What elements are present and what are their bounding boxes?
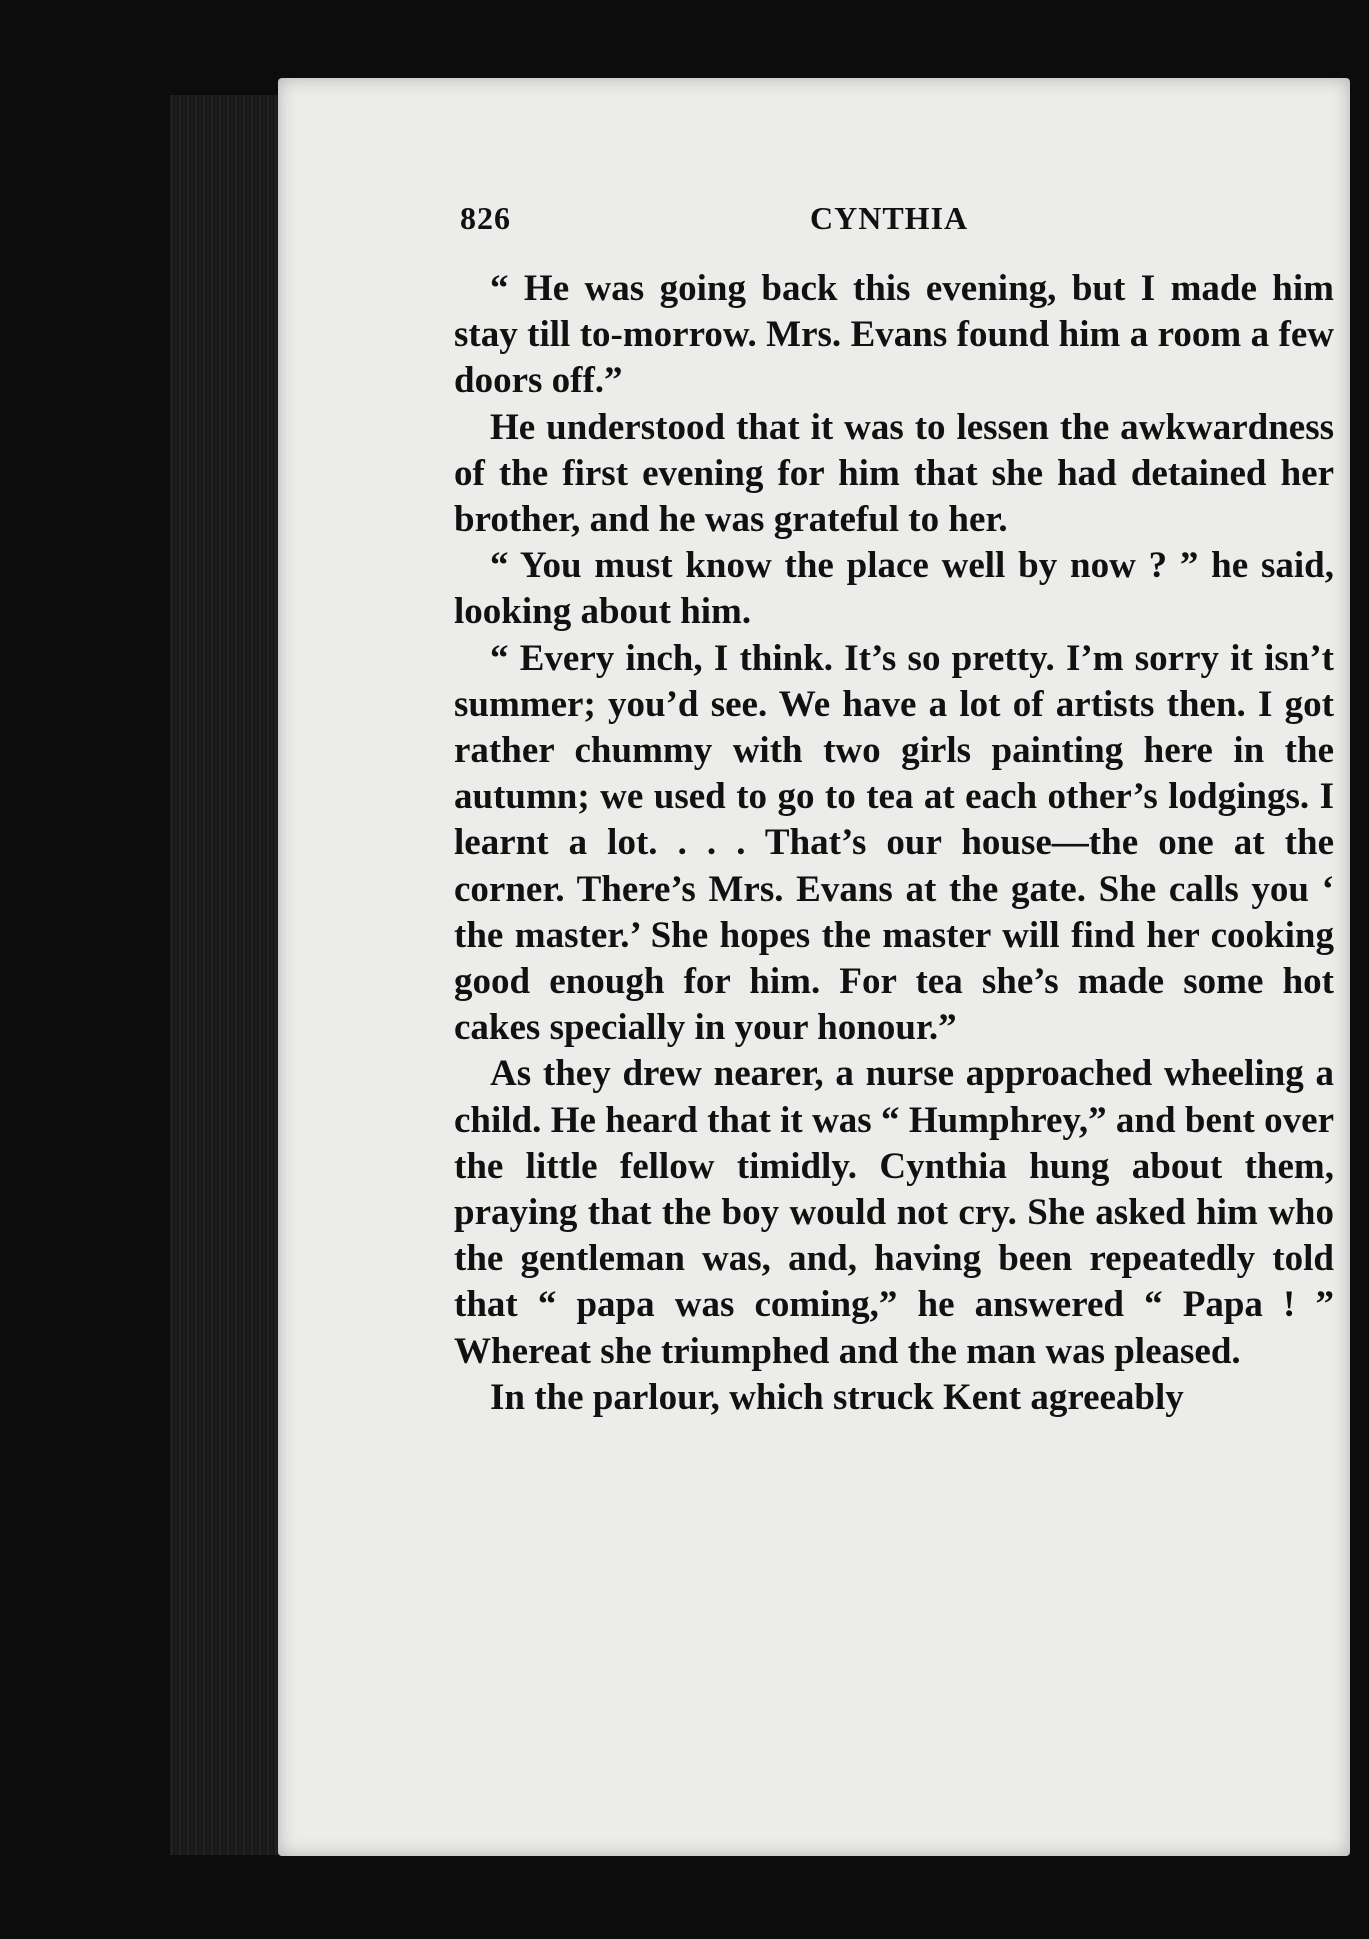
paragraph: “ He was going back this evening, but I made him stay till to-morrow. Mrs. Evans found him a room a few doors off.” <box>454 268 1334 402</box>
paragraph: In the parlour, which struck Kent agreeably <box>490 1376 1184 1418</box>
body-text <box>454 266 1334 1421</box>
page-edges <box>170 95 280 1855</box>
page-number: 826 <box>460 200 511 236</box>
page-header <box>460 200 1100 250</box>
paragraph: As they drew nearer, a nurse approached wheeling a child. He heard that it was “ Humphrey,” and bent over the little fellow timidly. Cynthia hung about them, praying that the boy would not cry. She asked him who the gentleman was, and, having been repeatedly told that “ papa was coming,” he answered “ Papa ! ” Whereat she triumphed and the man was pleased. <box>454 1053 1334 1372</box>
paragraph: “ Every inch, I think. It’s so pretty. I’m sorry it isn’t summer; you’d see. We have a lot of artists then. I got rather chummy with two girls painting here in the autumn; we used to go to tea at each other’s lodgings. I learnt a lot. . . . That’s our house—the one at the corner. There’s Mrs. Evans at the gate. She calls you ‘ the master.’ She hopes the master will find her cooking good enough for him. For tea she’s made some hot cakes specially in your honour.” <box>454 637 1334 1049</box>
paragraph: “ You must know the place well by now ? ” he said, looking about him. <box>454 545 1334 633</box>
paragraph: He understood that it was to lessen the awkwardness of the first evening for him that she had detained her brother, and he was grateful to her. <box>454 406 1334 541</box>
running-title: CYNTHIA <box>810 200 969 236</box>
